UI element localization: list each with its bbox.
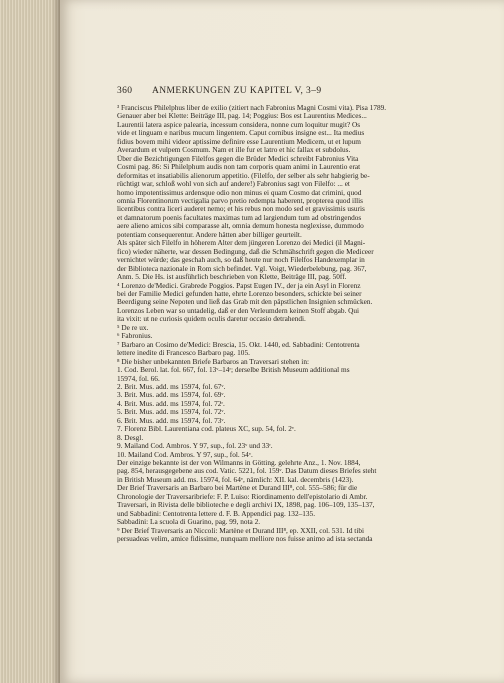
note-line: fidius bovem mihi videor aptissime definire esse Laurentium Medicem, ut et lupum [117, 136, 361, 146]
note-line: omnia Florentinorum vectigalia parvo pretio redempta haberent, propterea quod illis [117, 195, 363, 205]
note-line: Chronologie der Traversaribriefe: F. P. Luiso: Riordinamento dell'epistolario di Ambr. [117, 491, 368, 501]
note-line: 6. Brit. Mus. add. ms 15974, fol. 73ᵛ. [117, 415, 226, 425]
note-line: persuadeas velim, amice fidissime, nunquam melliore nos fuisse animo ad ista sectanda [117, 534, 373, 544]
note-line: 9. Mailand Cod. Ambros. Y 97, sup., fol. 23ᵛ und 33ʳ. [117, 441, 273, 451]
note-line: 5. Brit. Mus. add. ms 15974, fol. 72ᵛ. [117, 407, 226, 417]
page-number: 360 [117, 86, 133, 96]
note-line: Cosmi pag. 86: Si Philelphum audis non tam corporis quam animi in Laurentio erat [117, 162, 361, 172]
note-line: der Biblioteca nazionale in Rom sich befindet. Vgl. Voigt, Wiederbelebung, pag. 367, [117, 263, 367, 273]
note-line: 7. Florenz Bibl. Laurentiana cod. plateus XC, sup. 54, fol. 2ᵛ. [117, 424, 296, 434]
note-line: 15974, fol. 66. [117, 373, 160, 383]
note-line: Averardum et vulpem Cosmum. Nam et ille fur et latro et hic fallax et subdolus. [117, 145, 351, 155]
note-line: ⁵ De re ux. [117, 322, 149, 332]
note-line: Der Brief Traversaris an Barbaro bei Martène et Durand III⁸, col. 555–586; für die [117, 483, 358, 493]
note-line: Anm. 5. Die Hs. ist ausführlich beschrieben von Klette, Beiträge III, pag. 50ff. [117, 272, 347, 282]
footnotes-body [117, 104, 449, 544]
note-line: homo impotentissimus ardensque odio non minus ei quam Cosmo dat crimini, quod [117, 187, 362, 197]
note-line: 1. Cod. Berol. lat. fol. 667, fol. 13ᵛ–14ʳ; derselbe British Museum additional ms [117, 365, 350, 375]
note-line: Der einzige bekannte ist der von Wilmanns in Götting. gelehrte Anz., 1. Nov. 1884, [117, 458, 361, 468]
note-line: ⁸ Die bisher unbekannten Briefe Barbaros an Traversari stehen in: [117, 356, 310, 366]
note-line: 8. Desgl. [117, 432, 144, 442]
note-line: aere alieno amicos sibi comparasse alt, omnia demum honesta neglexisse, dummodo [117, 221, 364, 231]
note-line: Traversari, in Rivista delle biblioteche e degli archivi IX, 1898, pag. 106–109, 135–137, [117, 500, 375, 510]
note-line: 4. Brit. Mus. add. ms 15974, fol. 72ʳ. [117, 398, 225, 408]
note-line: ⁴ Lorenzo de'Medici. Grabrede Poggios. Papst Eugen IV., der ja ein Asyl in Florenz [117, 280, 361, 290]
note-line: potentiam consequerentur. Andere hätten aber billiger geurteilt. [117, 229, 302, 239]
page-edges [0, 0, 60, 683]
note-line: bei der Familie Medici gefunden hatte, ehrte Lorenzo besonders, schickte bei seiner [117, 288, 362, 298]
note-line: ⁹ Der Brief Traversaris an Niccoli: Martène et Durand III⁸, ep. XXII, col. 531. Id tibi [117, 525, 365, 535]
note-line: ⁶ Fabronius. [117, 331, 153, 341]
note-line: Laurentii latera aspice palearia, incessum considera, nonne cum loquitur mugit? Os [117, 119, 361, 129]
running-header [117, 86, 447, 98]
note-line: ⁷ Barbaro an Cosimo de'Medici: Brescia, 15. Okt. 1440, ed. Sabbadini: Centotrenta [117, 339, 360, 349]
note-line: ³ Franciscus Philelphus liber de exilio (zitiert nach Fabronius Magni Cosmi vita). Pisa 1789. [117, 103, 387, 112]
note-line: 10. Mailand Cod. Ambros. Y 97, sup., fol. 54ᵛ. [117, 449, 253, 459]
note-line: deformitas et insatiabilis alienorum appetitio. (Filelfo, der selber als sehr habgierig be- [117, 170, 370, 180]
note-line: licentibus contra liceri auderet nemo; et his rebus non modo sed et gravissimis usuris [117, 204, 365, 214]
note-line: Sabbadini: La scuola di Guarino, pag. 99, nota 2. [117, 517, 261, 527]
note-line: Lorenzos Leben war so untadelig, daß er den Verleumdern keinen Stoff abgab. Qui [117, 305, 360, 315]
note-line: in British Museum add. ms. 15974, fol. 64ᵛ, nämlich: XII. kal. decembris (1423). [117, 474, 354, 484]
note-line: et damnatorum poenis facultates maximas tum ad largiendum tum ad obstringendos [117, 212, 362, 222]
note-line: vide et linguam e naribus mucum lingentem. Caput cornibus insigne est... Ita medius [117, 128, 365, 138]
note-line: vernichtet würde; das geschah auch, so daß heute nur noch Filelfos Handexemplar in [117, 255, 365, 265]
note-line: rüchtigt war, schloß wohl von sich auf andere!) Fabronius sagt von Filelfo: ... et [117, 179, 350, 189]
note-line: Genauer aber bei Klette: Beiträge III, pag. 14; Poggius: Bos est Laurentius Medices... [117, 111, 367, 121]
note-line: ita vixit: ut ne curiosis quidem oculis daretur occasio detrahendi. [117, 314, 306, 324]
note-line: fico) wieder näherte, war dessen Bedingung, daß die Schmähschrift gegen die Mediceer [117, 246, 374, 256]
note-line: und Sabbadini: Centotrenta lettere d. F. B. Appendici pag. 132–135. [117, 508, 316, 518]
note-line: Beerdigung seine Nepoten und ließ das Grab mit den päpstlichen Insignien schmücken. [117, 297, 373, 307]
note-line: 2. Brit. Mus. add. ms 15974, fol. 67ᵛ. [117, 381, 226, 391]
running-title: ANMERKUNGEN ZU KAPITEL V, 3–9 [152, 86, 322, 96]
note-line: pag. 854, herausgegebene aus cod. Vatic. 5221, fol. 159ᵛ. Das Datum dieses Briefes steht [117, 466, 377, 476]
note-line: 3. Brit. Mus. add. ms 15974, fol. 69ᵛ. [117, 390, 226, 400]
note-line: Als später sich Filelfo in höherem Alter dem jüngeren Lorenzo dei Medici (il Magni- [117, 238, 366, 248]
note-line: lettere inedite di Francesco Barbaro pag. 105. [117, 348, 250, 358]
note-line: Über die Bezichtigungen Filelfos gegen die Brüder Medici schreibt Fabronius Vita [117, 153, 359, 163]
